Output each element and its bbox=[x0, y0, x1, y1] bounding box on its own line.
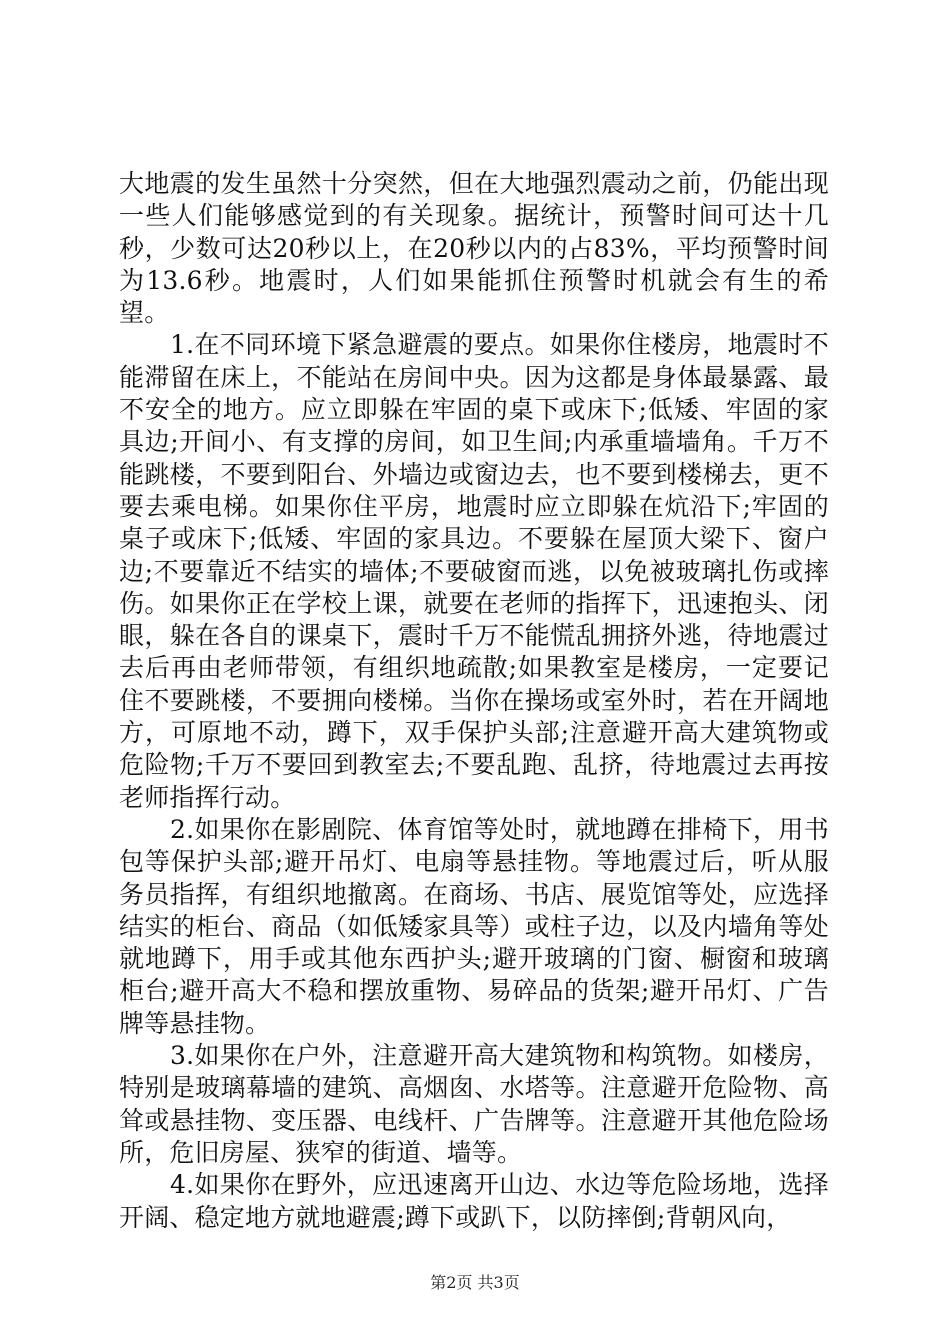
document-body bbox=[119, 168, 829, 1234]
paragraph-1: 1.在不同环境下紧急避震的要点。如果你住楼房，地震时不能滞留在床上，不能站在房间中央。因为这都是身体最暴露、最不安全的地方。应立即躲在牢固的桌下或床下;低矮、牢固的家具边;开间小、有支撑的房间，如卫生间;内承重墙墙角。千万不能跳楼，不要到阳台、外墙边或窗边去，也不要到楼梯去，更不要去乘电梯。如果你住平房，地震时应立即躲在炕沿下;牢固的桌子或床下;低矮、牢固的家具边。不要躲在屋顶大梁下、窗户边;不要靠近不结实的墙体;不要破窗而逃，以免被玻璃扎伤或摔伤。如果你正在学校上课，就要在老师的指挥下，迅速抱头、闭眼，躲在各自的课桌下，震时千万不能慌乱拥挤外逃，待地震过去后再由老师带领，有组织地疏散;如果教室是楼房，一定要记住不要跳楼，不要拥向楼梯。当你在操场或室外时，若在开阔地方，可原地不动，蹲下，双手保护头部;注意避开高大建筑物或危险物;千万不要回到教室去;不要乱跑、乱挤，待地震过去再按老师指挥行动。 bbox=[119, 330, 829, 812]
paragraph-4: 4.如果你在野外，应迅速离开山边、水边等危险场地，选择开阔、稳定地方就地避震;蹲下或趴下，以防摔倒;背朝风向， bbox=[119, 1170, 829, 1232]
paragraph-2: 2.如果你在影剧院、体育馆等处时，就地蹲在排椅下，用书包等保护头部;避开吊灯、电扇等悬挂物。等地震过后，听从服务员指挥，有组织地撤离。在商场、书店、展览馆等处，应选择结实的柜台、商品（如低矮家具等）或柱子边，以及内墙角等处就地蹲下，用手或其他东西护头;避开玻璃的门窗、橱窗和玻璃柜台;避开高大不稳和摆放重物、易碎品的货架;避开吊灯、广告牌等悬挂物。 bbox=[119, 814, 829, 1038]
page-footer: 第2页 共3页 bbox=[430, 1273, 520, 1292]
paragraph-3: 3.如果你在户外，注意避开高大建筑物和构筑物。如楼房，特别是玻璃幕墙的建筑、高烟囱、水塔等。注意避开危险物、高耸或悬挂物、变压器、电线杆、广告牌等。注意避开其他危险场所，危旧房屋、狭窄的街道、墙等。 bbox=[119, 1041, 829, 1167]
intro-paragraph: 大地震的发生虽然十分突然，但在大地强烈震动之前，仍能出现一些人们能够感觉到的有关现象。据统计，预警时间可达十几秒，少数可达20秒以上，在20秒以内的占83%，平均预警时间为13.6秒。地震时，人们如果能抓住预警时机就会有生的希望。 bbox=[119, 169, 829, 328]
